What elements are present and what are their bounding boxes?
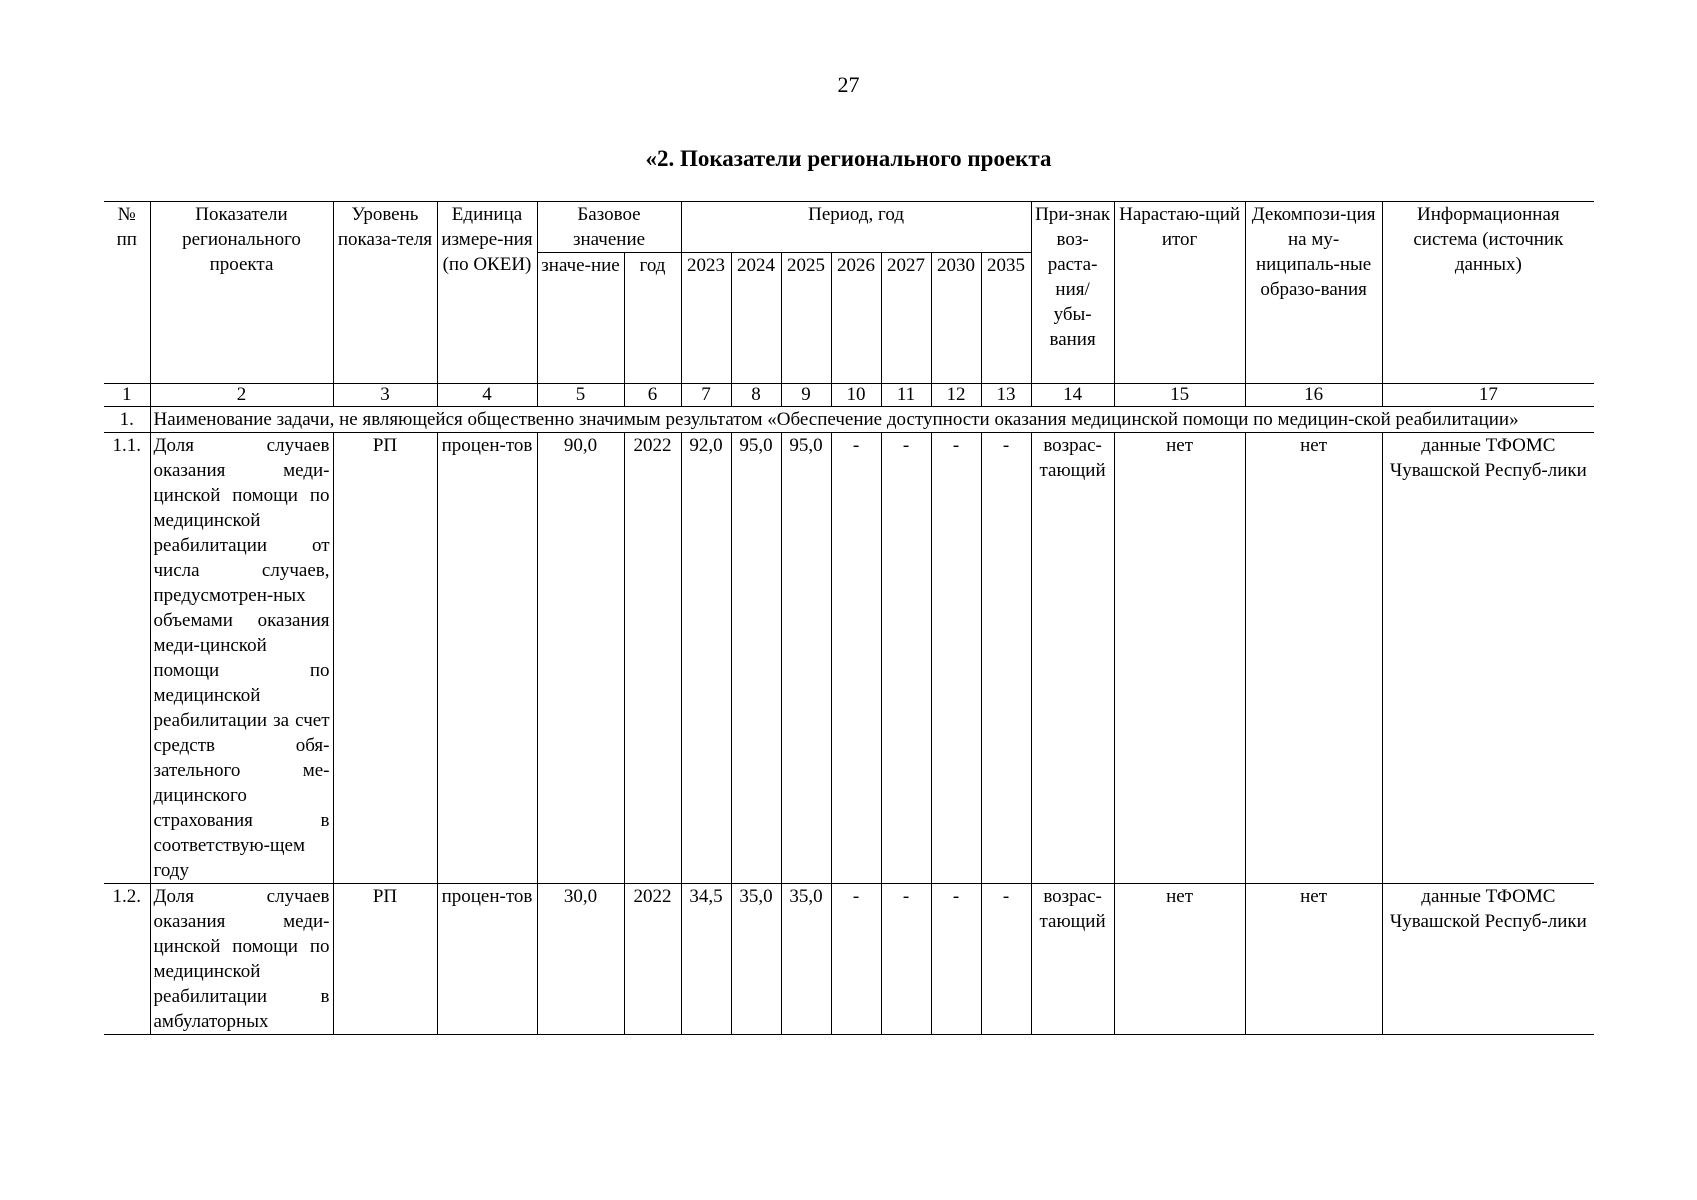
header-trend: При-знак воз-раста-ния/ убы-вания [1031, 202, 1114, 384]
column-number: 8 [731, 384, 781, 407]
row-unit: процен-тов [437, 433, 537, 884]
task-text: Наименование задачи, не являющейся общественно значимым результатом «Обеспечение доступности оказания медицинской помощи по медицин-ской реабилитации» [150, 407, 1594, 433]
row-base-year: 2022 [624, 884, 681, 1035]
table-row [104, 884, 1594, 1035]
row-year-value: 35,0 [781, 884, 831, 1035]
row-cumulative: нет [1114, 884, 1245, 1035]
row-year-value: - [931, 433, 981, 884]
header-unit: Единица измере-ния (по ОКЕИ) [437, 202, 537, 384]
column-number: 6 [624, 384, 681, 407]
column-number: 13 [981, 384, 1031, 407]
header-year: 2027 [881, 253, 931, 384]
header-info-system: Информационная система (источник данных) [1382, 202, 1594, 384]
row-base-value: 30,0 [537, 884, 624, 1035]
row-base-value: 90,0 [537, 433, 624, 884]
header-decomposition: Декомпози-ция на му-ниципаль-ные образо-вания [1245, 202, 1382, 384]
column-number: 2 [150, 384, 333, 407]
header-base-value: значе-ние [537, 253, 624, 384]
header-period: Период, год [681, 202, 1031, 253]
row-decomposition: нет [1245, 433, 1382, 884]
column-number: 7 [681, 384, 731, 407]
row-unit: процен-тов [437, 884, 537, 1035]
row-year-value: - [881, 433, 931, 884]
row-year-value: - [881, 884, 931, 1035]
column-numbers-row [104, 384, 1594, 407]
column-number: 16 [1245, 384, 1382, 407]
header-cumulative: Нарастаю-щий итог [1114, 202, 1245, 384]
header-base: Базовое значение [537, 202, 681, 253]
row-cumulative: нет [1114, 433, 1245, 884]
row-level: РП [333, 433, 437, 884]
row-indicator: Доля случаев оказания меди-цинской помощи по медицинской реабилитации от числа случаев, предусмотрен-ных объемами оказания меди-цинской помощи по медицинской реабилитации за счет средств обя-зательного ме-дицинского страхования в соответствую-щем году [150, 433, 333, 884]
row-base-year: 2022 [624, 433, 681, 884]
table-row [104, 433, 1594, 884]
column-number: 10 [831, 384, 881, 407]
column-number: 17 [1382, 384, 1594, 407]
header-year: 2023 [681, 253, 731, 384]
row-year-value: 35,0 [731, 884, 781, 1035]
row-indicator: Доля случаев оказания меди-цинской помощи по медицинской реабилитации в амбулаторных [150, 884, 333, 1035]
column-number: 5 [537, 384, 624, 407]
column-number: 9 [781, 384, 831, 407]
row-year-value: - [981, 884, 1031, 1035]
header-base-year: год [624, 253, 681, 384]
section-title: «2. Показатели регионального проекта [645, 146, 1052, 171]
column-number: 11 [881, 384, 931, 407]
header-level: Уровень показа-теля [333, 202, 437, 384]
row-num: 1.2. [104, 884, 150, 1035]
column-number: 3 [333, 384, 437, 407]
row-decomposition: нет [1245, 884, 1382, 1035]
header-year: 2025 [781, 253, 831, 384]
row-year-value: - [981, 433, 1031, 884]
header-row-1 [104, 202, 1594, 253]
row-year-value: 92,0 [681, 433, 731, 884]
row-level: РП [333, 884, 437, 1035]
task-num: 1. [104, 407, 150, 433]
row-num: 1.1. [104, 433, 150, 884]
column-number: 4 [437, 384, 537, 407]
row-trend: возрас-тающий [1031, 433, 1114, 884]
header-year: 2035 [981, 253, 1031, 384]
row-year-value: - [931, 884, 981, 1035]
column-number: 1 [104, 384, 150, 407]
header-year: 2026 [831, 253, 881, 384]
indicators-table [104, 201, 1594, 1035]
header-num: № пп [104, 202, 150, 384]
row-year-value: - [831, 433, 881, 884]
row-year-value: 34,5 [681, 884, 731, 1035]
column-number: 12 [931, 384, 981, 407]
column-number: 15 [1114, 384, 1245, 407]
page-number: 27 [837, 72, 860, 97]
row-year-value: 95,0 [731, 433, 781, 884]
task-row [104, 407, 1594, 433]
row-year-value: 95,0 [781, 433, 831, 884]
header-indicator: Показатели регионального проекта [150, 202, 333, 384]
column-number: 14 [1031, 384, 1114, 407]
row-year-value: - [831, 884, 881, 1035]
row-trend: возрас-тающий [1031, 884, 1114, 1035]
row-info-system: данные ТФОМС Чувашской Респуб-лики [1382, 433, 1594, 884]
row-info-system: данные ТФОМС Чувашской Респуб-лики [1382, 884, 1594, 1035]
header-year: 2024 [731, 253, 781, 384]
header-year: 2030 [931, 253, 981, 384]
